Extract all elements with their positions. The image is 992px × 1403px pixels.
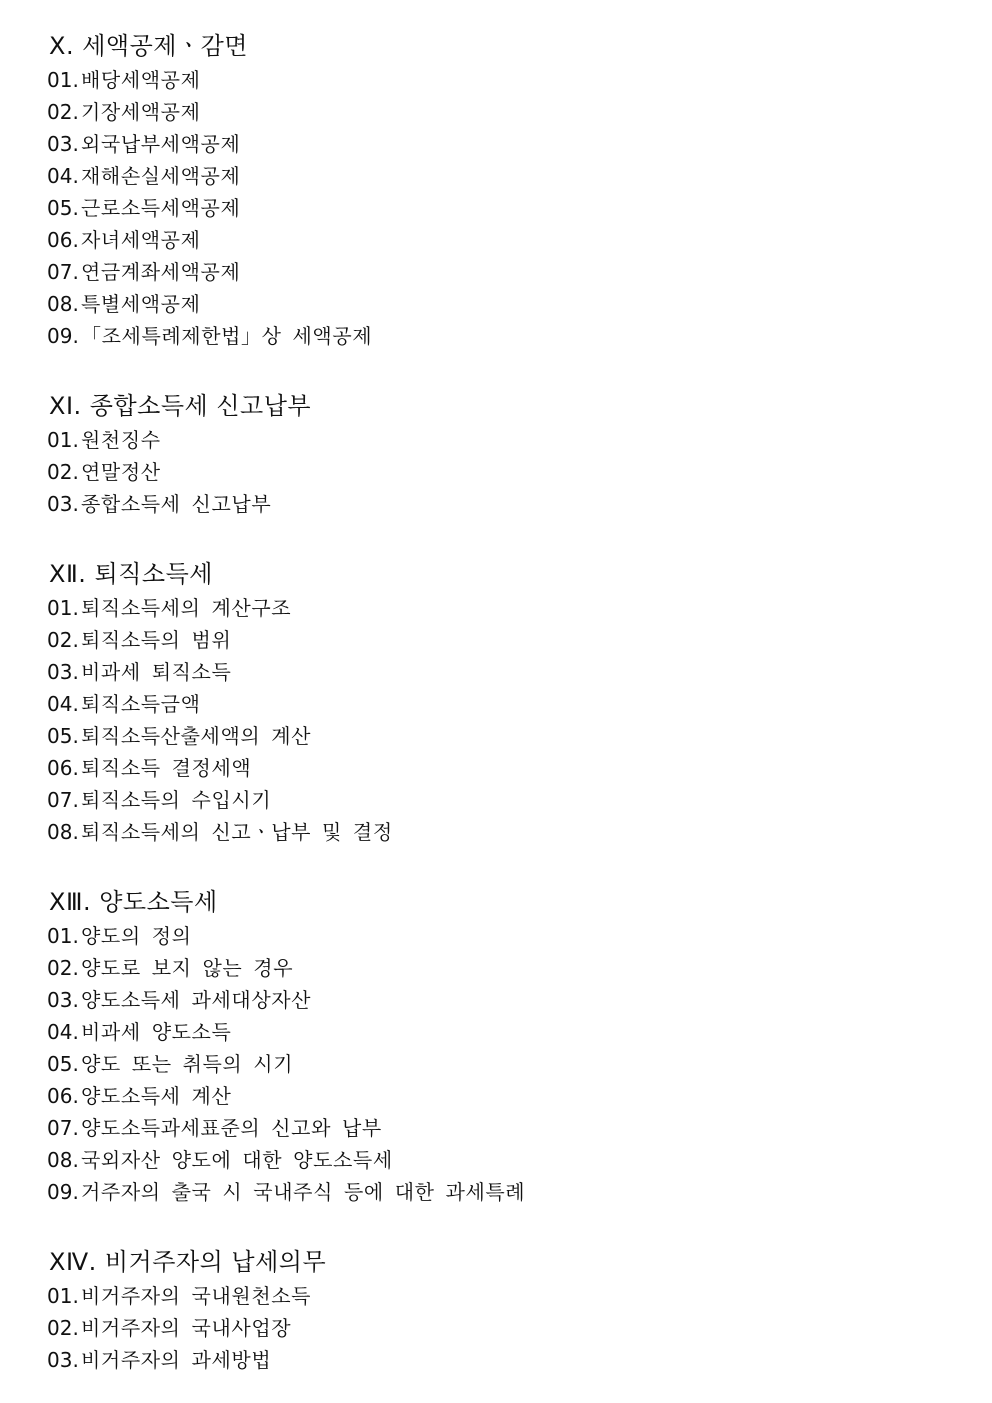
item-title: 퇴직소득의 수입시기 bbox=[81, 788, 272, 812]
list-item bbox=[47, 1280, 972, 1312]
item-number: 08. bbox=[47, 1148, 79, 1172]
item-number: 06. bbox=[47, 228, 79, 252]
list-item bbox=[47, 128, 972, 160]
list-item bbox=[47, 96, 972, 128]
list-item bbox=[47, 1080, 972, 1112]
section-title: ⅩⅢ. 양도소득세 bbox=[49, 888, 218, 916]
toc-section bbox=[47, 556, 972, 848]
item-title: 퇴직소득의 범위 bbox=[81, 628, 232, 652]
list-item bbox=[47, 592, 972, 624]
list-item bbox=[47, 816, 972, 848]
list-item bbox=[47, 952, 972, 984]
item-title: 비과세 퇴직소득 bbox=[81, 660, 232, 684]
list-item bbox=[47, 1344, 972, 1376]
item-number: 03. bbox=[47, 1348, 79, 1372]
list-item bbox=[47, 456, 972, 488]
item-title: 특별세액공제 bbox=[81, 292, 201, 316]
list-item bbox=[47, 1176, 972, 1208]
item-number: 07. bbox=[47, 788, 79, 812]
list-item bbox=[47, 288, 972, 320]
item-title: 연말정산 bbox=[81, 460, 161, 484]
item-title: 비거주자의 국내사업장 bbox=[81, 1316, 292, 1340]
item-number: 05. bbox=[47, 196, 79, 220]
item-title: 국외자산 양도에 대한 양도소득세 bbox=[81, 1148, 393, 1172]
section-item-list bbox=[47, 424, 972, 520]
list-item bbox=[47, 1016, 972, 1048]
item-number: 01. bbox=[47, 596, 79, 620]
item-title: 양도소득과세표준의 신고와 납부 bbox=[81, 1116, 382, 1140]
item-title: 근로소득세액공제 bbox=[81, 196, 241, 220]
section-title: Ⅹ. 세액공제ㆍ감면 bbox=[49, 32, 248, 60]
list-item bbox=[47, 1312, 972, 1344]
item-number: 09. bbox=[47, 324, 79, 348]
item-title: 기장세액공제 bbox=[81, 100, 201, 124]
item-number: 02. bbox=[47, 100, 79, 124]
section-item-list bbox=[47, 64, 972, 352]
toc-section bbox=[47, 388, 972, 520]
item-title: 외국납부세액공제 bbox=[81, 132, 241, 156]
list-item bbox=[47, 920, 972, 952]
toc-section bbox=[47, 884, 972, 1208]
item-number: 05. bbox=[47, 724, 79, 748]
table-of-contents bbox=[47, 28, 972, 1376]
item-number: 09. bbox=[47, 1180, 79, 1204]
item-number: 08. bbox=[47, 292, 79, 316]
section-item-list bbox=[47, 1280, 972, 1376]
item-title: 퇴직소득 결정세액 bbox=[81, 756, 252, 780]
item-title: 비과세 양도소득 bbox=[81, 1020, 232, 1044]
item-number: 06. bbox=[47, 1084, 79, 1108]
item-title: 「조세특례제한법」상 세액공제 bbox=[81, 324, 373, 348]
list-item bbox=[47, 192, 972, 224]
item-number: 07. bbox=[47, 1116, 79, 1140]
item-title: 양도로 보지 않는 경우 bbox=[81, 956, 294, 980]
item-number: 04. bbox=[47, 164, 79, 188]
item-title: 자녀세액공제 bbox=[81, 228, 201, 252]
section-title: ⅩⅠ. 종합소득세 신고납부 bbox=[49, 392, 312, 420]
item-number: 02. bbox=[47, 460, 79, 484]
section-item-list bbox=[47, 920, 972, 1208]
item-number: 03. bbox=[47, 492, 79, 516]
item-title: 재해손실세액공제 bbox=[81, 164, 241, 188]
list-item bbox=[47, 64, 972, 96]
item-title: 배당세액공제 bbox=[81, 68, 201, 92]
item-number: 02. bbox=[47, 956, 79, 980]
item-title: 거주자의 출국 시 국내주식 등에 대한 과세특례 bbox=[81, 1180, 526, 1204]
section-title: ⅩⅡ. 퇴직소득세 bbox=[49, 560, 213, 588]
list-item bbox=[47, 256, 972, 288]
list-item bbox=[47, 752, 972, 784]
item-title: 양도소득세 과세대상자산 bbox=[81, 988, 312, 1012]
item-title: 비거주자의 과세방법 bbox=[81, 1348, 272, 1372]
item-title: 원천징수 bbox=[81, 428, 161, 452]
item-number: 08. bbox=[47, 820, 79, 844]
list-item bbox=[47, 488, 972, 520]
item-number: 03. bbox=[47, 988, 79, 1012]
item-number: 01. bbox=[47, 428, 79, 452]
list-item bbox=[47, 160, 972, 192]
list-item bbox=[47, 224, 972, 256]
list-item bbox=[47, 984, 972, 1016]
list-item bbox=[47, 320, 972, 352]
list-item bbox=[47, 624, 972, 656]
item-title: 퇴직소득세의 계산구조 bbox=[81, 596, 292, 620]
list-item bbox=[47, 656, 972, 688]
item-number: 01. bbox=[47, 68, 79, 92]
item-number: 01. bbox=[47, 924, 79, 948]
item-number: 03. bbox=[47, 660, 79, 684]
toc-section bbox=[47, 1244, 972, 1376]
list-item bbox=[47, 1048, 972, 1080]
list-item bbox=[47, 1144, 972, 1176]
toc-section bbox=[47, 28, 972, 352]
list-item bbox=[47, 424, 972, 456]
item-title: 연금계좌세액공제 bbox=[81, 260, 241, 284]
list-item bbox=[47, 784, 972, 816]
item-title: 양도소득세 계산 bbox=[81, 1084, 232, 1108]
item-title: 퇴직소득산출세액의 계산 bbox=[81, 724, 312, 748]
section-item-list bbox=[47, 592, 972, 848]
item-title: 퇴직소득세의 신고ㆍ납부 및 결정 bbox=[81, 820, 393, 844]
item-title: 양도 또는 취득의 시기 bbox=[81, 1052, 294, 1076]
item-number: 07. bbox=[47, 260, 79, 284]
item-title: 종합소득세 신고납부 bbox=[81, 492, 272, 516]
item-title: 양도의 정의 bbox=[81, 924, 192, 948]
list-item bbox=[47, 720, 972, 752]
section-title: ⅩⅣ. 비거주자의 납세의무 bbox=[49, 1248, 327, 1276]
item-number: 03. bbox=[47, 132, 79, 156]
item-number: 05. bbox=[47, 1052, 79, 1076]
list-item bbox=[47, 688, 972, 720]
item-number: 04. bbox=[47, 1020, 79, 1044]
item-title: 퇴직소득금액 bbox=[81, 692, 201, 716]
item-title: 비거주자의 국내원천소득 bbox=[81, 1284, 312, 1308]
item-number: 02. bbox=[47, 628, 79, 652]
item-number: 02. bbox=[47, 1316, 79, 1340]
item-number: 01. bbox=[47, 1284, 79, 1308]
item-number: 06. bbox=[47, 756, 79, 780]
item-number: 04. bbox=[47, 692, 79, 716]
list-item bbox=[47, 1112, 972, 1144]
